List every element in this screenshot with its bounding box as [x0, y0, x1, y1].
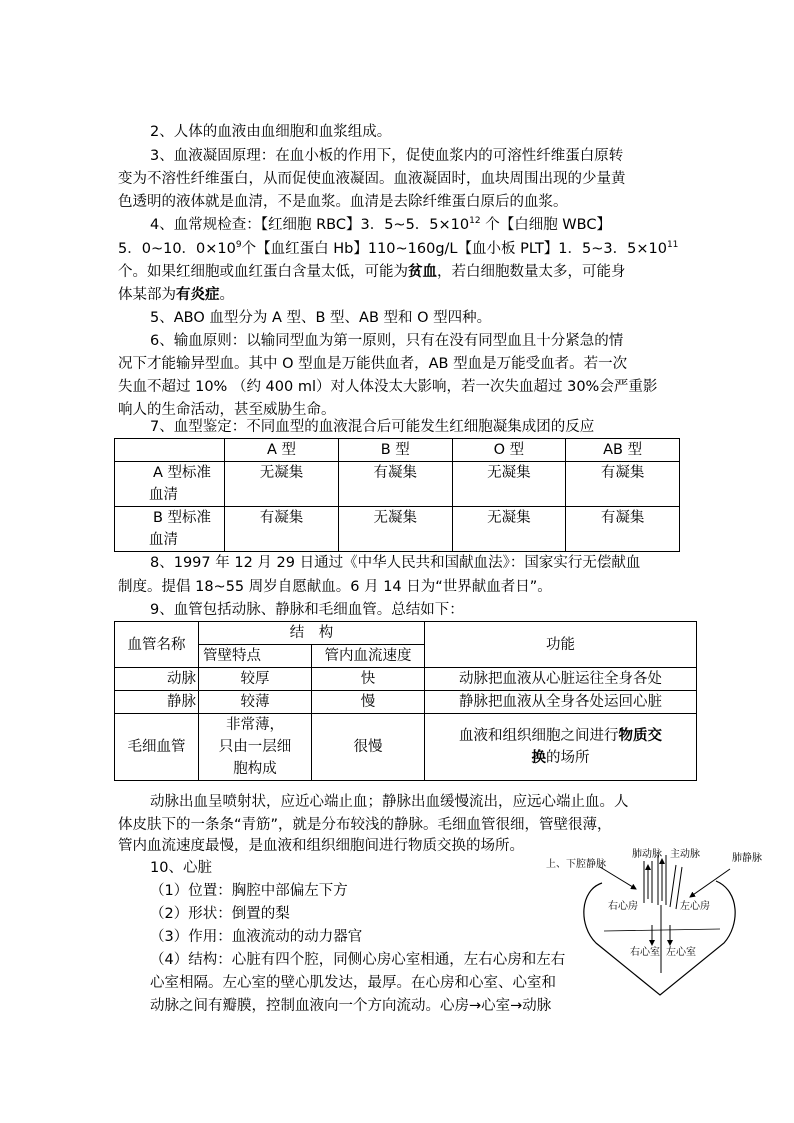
- heart-structure-line2: 心室相隔。左心室的壁心肌发达，最厚。在心房和心室、心室和: [150, 975, 556, 991]
- heart-section-title: 10、心脏: [150, 860, 212, 876]
- table-header-cell: AB 型: [566, 439, 680, 462]
- paragraph-coagulation-line2: 变为不溶性纤维蛋白，从而促使血液凝固。血液凝固时，血块周围出现的少量黄: [118, 171, 626, 187]
- left-atrium-label: 左心房: [680, 901, 710, 912]
- paragraph-blood-test-line4: [118, 284, 234, 306]
- heart-function: （3）作用：血液流动的动力器官: [150, 929, 363, 945]
- paragraph-transfusion-line1: 6、输血原则：以输同型血为第一原则，只有在没有同型血且十分紧急的情: [150, 333, 624, 349]
- table-header-cell: 管壁特点: [199, 645, 312, 668]
- table-row-label: [115, 507, 225, 552]
- rbc-exponent: 12: [469, 216, 481, 226]
- wbc-range: 5．0~10．0×10: [118, 241, 236, 257]
- aorta-label: 主动脉: [670, 849, 700, 860]
- table-cell: 快: [312, 668, 425, 691]
- paragraph-blood-composition: 2、人体的血液由血细胞和血浆组成。: [150, 124, 392, 140]
- table-header-cell: 功能: [425, 622, 697, 668]
- paragraph-blood-test-line2: [118, 238, 678, 260]
- anemia-term: 贫血: [408, 264, 437, 280]
- table-cell: 动脉把血液从心脏运往全身各处: [425, 668, 697, 691]
- table-cell: 有凝集: [566, 462, 680, 507]
- table-cell: 无凝集: [452, 507, 566, 552]
- blood-typing-table: [114, 438, 680, 552]
- paragraph-donation-law-line2: 制度。提倡 18~55 周岁自愿献血。6 月 14 日为“世界献血者日”。: [118, 579, 552, 595]
- inflammation-term: 有炎症: [176, 287, 220, 303]
- anemia-lead: 个。如果红细胞或血红蛋白含量太低，可能为: [118, 264, 408, 280]
- hb-plt-text: 个【血红蛋白 Hb】110~160g/L【血小板 PLT】1．5~3．5×10: [241, 241, 667, 257]
- table-header-cell: B 型: [338, 439, 452, 462]
- heart-diagram: [540, 845, 780, 997]
- table-header-cell: [115, 439, 225, 462]
- table-header-row: [115, 439, 680, 462]
- pulmonary-vein-label: 肺静脉: [732, 853, 762, 864]
- heart-position: （1）位置：胸腔中部偏左下方: [150, 883, 348, 899]
- table-header-cell: O 型: [452, 439, 566, 462]
- table-cell: 无凝集: [452, 462, 566, 507]
- cell-bold: 物质交: [618, 728, 662, 744]
- inflammation-lead: 体某部为: [118, 287, 176, 303]
- table-cell: 很慢: [312, 714, 425, 781]
- wbc-text: 个【白细胞 WBC】: [480, 217, 611, 233]
- wbc-exponent: 9: [235, 240, 242, 250]
- paragraph-coagulation-line1: 3、血液凝固原理：在血小板的作用下，促使血浆内的可溶性纤维蛋白原转: [150, 148, 624, 164]
- valve-line: [604, 929, 720, 931]
- table-row: [115, 668, 697, 691]
- pulmonary-vein-arrow: [690, 869, 730, 897]
- paragraph-blood-typing: 7、血型鉴定：不同血型的血液混合后可能发生红细胞凝集成团的反应: [150, 419, 595, 435]
- cell-text: 的场所: [546, 750, 590, 766]
- table-cell: 有凝集: [338, 462, 452, 507]
- table-cell: [199, 714, 312, 781]
- table-cell: 静脉把血液从全身各处运回心脏: [425, 691, 697, 714]
- cell-bold: 换: [531, 750, 546, 766]
- right-ventricle-label: 右心室: [630, 947, 660, 958]
- table-cell: 毛细血管: [115, 714, 199, 781]
- row-label-line: B 型标准: [153, 510, 212, 526]
- heart-structure-line3: 动脉之间有瓣膜，控制血液向一个方向流动。心房→心室→动脉: [150, 998, 552, 1014]
- table-header-cell: 管内血流速度: [312, 645, 425, 668]
- left-ventricle-label: 左心室: [666, 947, 696, 958]
- paragraph-bleeding-line2: 体皮肤下的一条条“青筋”，就是分布较浅的静脉。毛细血管很细，管壁很薄，: [118, 817, 612, 833]
- vena-cava-arrow: [600, 867, 636, 889]
- paragraph-transfusion-line2: 况下才能输异型血。其中 O 型血是万能供血者，AB 型血是万能受血者。若一次: [118, 356, 628, 372]
- row-label-line: A 型标准: [153, 465, 212, 481]
- paragraph-transfusion-line3: 失血不超过 10% （约 400 ml）对人体没太大影响，若一次失血超过 30%会严重影: [118, 379, 658, 395]
- great-vessels: [644, 855, 682, 909]
- table-row-label: [115, 462, 225, 507]
- heart-outline: [584, 881, 735, 995]
- right-atrium-label: 右心房: [608, 901, 638, 912]
- paragraph-blood-test-line1: [150, 214, 611, 236]
- table-cell: 静脉: [115, 691, 199, 714]
- table-row: [115, 691, 697, 714]
- table-cell: 较厚: [199, 668, 312, 691]
- cell-text: 血液和组织细胞之间进行: [459, 728, 619, 744]
- heart-structure-line1: （4）结构：心脏有四个腔，同侧心房心室相通，左右心房和左右: [150, 952, 566, 968]
- rbc-text: 4、血常规检查：【红细胞 RBC】3．5~5．5×10: [150, 217, 470, 233]
- paragraph-bleeding-line3: 管内血流速度最慢，是血液和组织细胞间进行物质交换的场所。: [118, 838, 524, 854]
- paragraph-vessels: 9、血管包括动脉、静脉和毛细血管。总结如下：: [150, 602, 464, 618]
- paragraph-coagulation-line3: 色透明的液体就是血清，不是血浆。血清是去除纤维蛋白原后的血浆。: [118, 194, 568, 210]
- heart-shape: （2）形状：倒置的梨: [150, 906, 290, 922]
- cell-line: 只由一层细: [218, 739, 292, 755]
- table-header-row: [115, 622, 697, 645]
- table-cell: 有凝集: [225, 507, 339, 552]
- plt-exponent: 11: [666, 240, 679, 250]
- row-label-line: 血清: [149, 487, 178, 503]
- cell-line: 非常薄，: [226, 717, 284, 733]
- row-label-line: 血清: [149, 532, 178, 548]
- table-cell: 动脉: [115, 668, 199, 691]
- paragraph-bleeding-line1: 动脉出血呈喷射状，应近心端止血；静脉出血缓慢流出，应远心端止血。人: [150, 794, 629, 810]
- pulmonary-artery-label: 肺动脉: [632, 849, 662, 860]
- vena-cava-label: 上、下腔静脉: [546, 859, 606, 870]
- cell-line: 胞构成: [233, 761, 277, 777]
- table-row: [115, 462, 680, 507]
- blood-vessel-table: [114, 621, 697, 781]
- table-cell: 无凝集: [338, 507, 452, 552]
- paragraph-transfusion-line4: 响人的生命活动，甚至威胁生命。: [118, 402, 336, 418]
- table-cell: 无凝集: [225, 462, 339, 507]
- paragraph-blood-test-line3: [118, 261, 626, 283]
- table-header-cell: A 型: [225, 439, 339, 462]
- table-row: [115, 507, 680, 552]
- table-cell: 较薄: [199, 691, 312, 714]
- inflammation-tail: 。: [219, 287, 234, 303]
- table-cell: [425, 714, 697, 781]
- paragraph-abo-types: 5、ABO 血型分为 A 型、B 型、AB 型和 O 型四种。: [150, 310, 492, 326]
- table-header-cell: 血管名称: [115, 622, 199, 668]
- table-cell: 有凝集: [566, 507, 680, 552]
- anemia-tail: ，若白细胞数量太多，可能身: [437, 264, 626, 280]
- paragraph-donation-law-line1: 8、1997 年 12 月 29 日通过《中华人民共和国献血法》：国家实行无偿献血: [150, 555, 641, 571]
- table-cell: 慢: [312, 691, 425, 714]
- table-row: [115, 714, 697, 781]
- table-header-cell: 结 构: [199, 622, 425, 645]
